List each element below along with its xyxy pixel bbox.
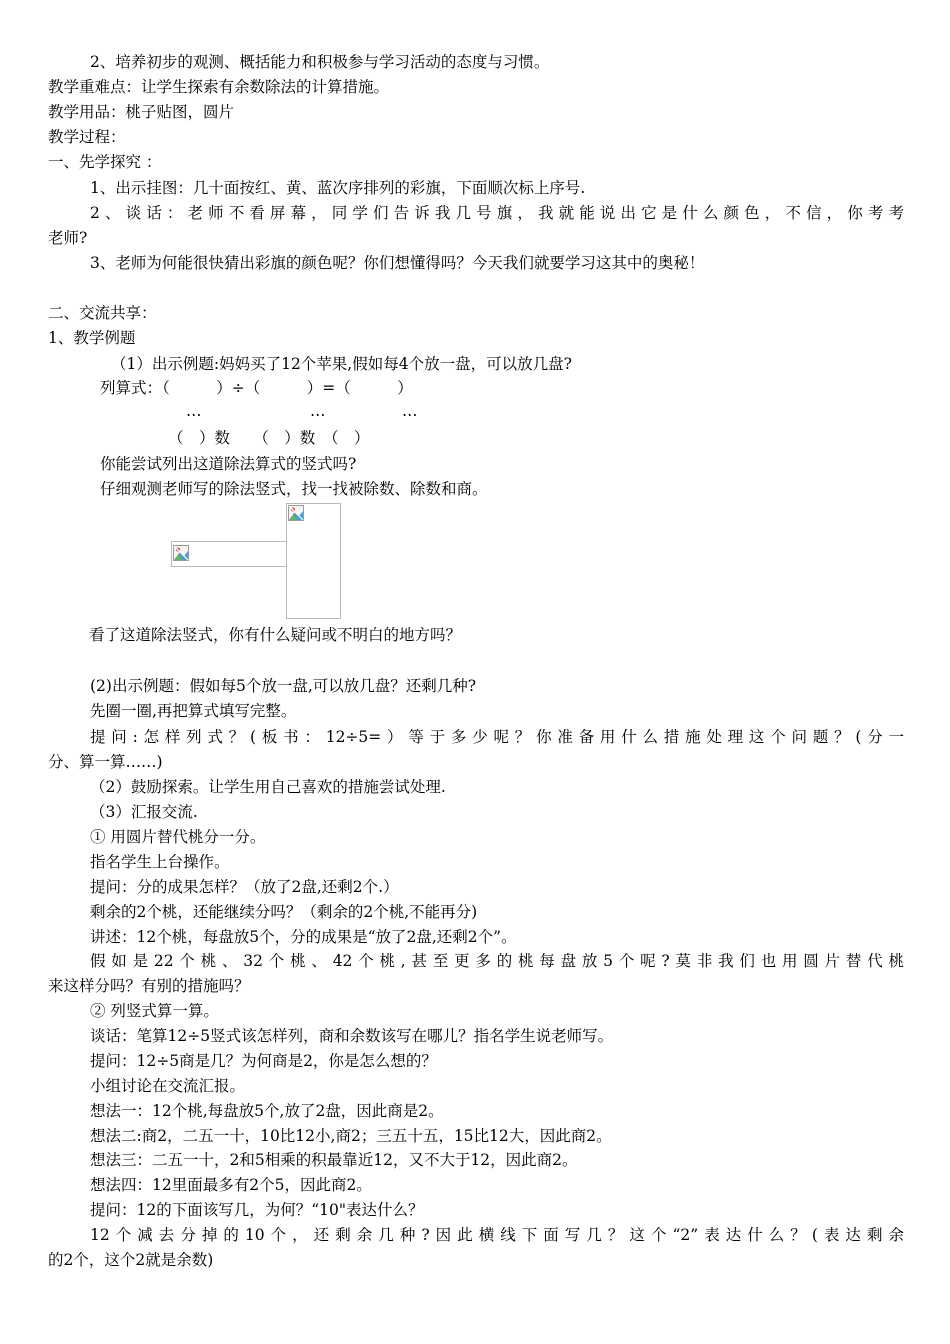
- idea-2: 想法二:商2，二五一十，10比12小,商2；三五十五，15比12大，因此商2。: [90, 1127, 612, 1145]
- vertical-form-doubts: 看了这道除法竖式，你有什么疑问或不明白的地方吗？: [89, 626, 462, 644]
- step-1-show-chart: 1、出示挂图：几十面按红、黄、蓝次序排列的彩旗，下面顺次标上序号.: [90, 179, 586, 197]
- question-remaining: 剩余的2个桃，还能继续分吗？（剩余的2个桃,不能再分): [90, 903, 478, 921]
- dots-2: …: [310, 402, 328, 420]
- question-how-to-write-line-2: 分、算一算……): [48, 753, 163, 771]
- method-2-vertical: ② 列竖式算一算。: [90, 1002, 219, 1020]
- idea-4: 想法四：12里面最多有2个5，因此商2。: [90, 1176, 372, 1194]
- equation-template: 列算式：（ ）÷（ ）=（ ）: [100, 379, 413, 397]
- remainder-explanation-line-2: 的2个，这个2就是余数): [48, 1251, 214, 1269]
- idea-1: 想法一：12个桃,每盘放5个,放了2盘，因此商是2。: [90, 1102, 444, 1120]
- broken-image-tall: [286, 503, 341, 619]
- more-peaches-line-1: 假如是22个桃、32个桃、42个桃,甚至更多的桃每盘放5个呢?莫非我们也用圆片替代桃: [90, 952, 904, 970]
- key-difficulty: 教学重难点：让学生探索有余数除法的计算措施。: [48, 78, 390, 96]
- explanation: 讲述：12个桃，每盘放5个，分的成果是“放了2盘,还剩2个”。: [90, 928, 517, 946]
- teaching-process-heading: 教学过程：: [48, 128, 126, 146]
- question-result: 提问：分的成果怎样？（放了2盘,还剩2个.）: [90, 878, 399, 896]
- section-1-heading: 一、先学探究 ：: [48, 153, 162, 171]
- group-discussion: 小组讨论在交流汇报。: [90, 1077, 246, 1095]
- circle-and-fill: 先圈一圈,再把算式填写完整。: [90, 702, 297, 720]
- example-1-problem: （1）出示例题:妈妈买了12个苹果,假如每4个放一盘，可以放几盘?: [111, 355, 572, 373]
- vertical-form-question: 你能尝试列出这道除法算式的竖式吗?: [100, 455, 357, 473]
- term-labels: （ ）数 （ ）数 （ ）: [168, 429, 370, 447]
- encourage-exploration: （2）鼓励探索。让学生用自己喜欢的措施尝试处理.: [90, 778, 446, 796]
- dots-1: …: [186, 402, 204, 420]
- student-demo: 指名学生上台操作。: [90, 853, 230, 871]
- talk-vertical-form: 谈话：笔算12÷5竖式该怎样列，商和余数该写在哪儿？指名学生说老师写。: [90, 1027, 614, 1045]
- step-3-question: 3、老师为何能很快猜出彩旗的颜色呢？你们想懂得吗？今天我们就要学习这其中的奥秘！: [90, 254, 705, 272]
- teaching-example-heading: 1、教学例题: [48, 329, 136, 347]
- step-2-talk-line-2: 老师?: [48, 229, 88, 247]
- observe-vertical-form: 仔细观测老师写的除法竖式，找一找被除数、除数和商。: [100, 480, 488, 498]
- more-peaches-line-2: 来这样分吗？有别的措施吗？: [48, 977, 250, 995]
- step-2-talk-line-1: 2、谈话：老师不看屏幕，同学们告诉我几号旗，我就能说出它是什么颜色，不信，你考考: [90, 204, 904, 222]
- dots-3: …: [402, 402, 420, 420]
- section-2-heading: 二、交流共享：: [48, 304, 157, 322]
- example-2-problem: (2)出示例题：假如每5个放一盘,可以放几盘？还剩几种?: [90, 677, 477, 695]
- broken-image-icon: [173, 545, 189, 561]
- idea-3: 想法三：二五一十，2和5相乘的积最靠近12，又不大于12，因此商2。: [90, 1151, 578, 1169]
- broken-image-wide: [171, 541, 287, 567]
- teaching-materials: 教学用品：桃子贴图，圆片: [48, 103, 235, 121]
- broken-image-icon: [288, 505, 304, 521]
- question-quotient: 提问：12÷5商是几？为何商是2，你是怎么想的？: [90, 1052, 437, 1070]
- objective-2: 2、培养初步的观测、概括能力和积极参与学习活动的态度与习惯。: [90, 53, 550, 71]
- report-exchange: （3）汇报交流.: [90, 803, 198, 821]
- question-below-12: 提问：12的下面该写几，为何？“10"表达什么？: [90, 1201, 424, 1219]
- remainder-explanation-line-1: 12个减去分掉的10个，还剩余几种?因此横线下面写几？这个“2”表达什么？(表达剩余: [90, 1226, 904, 1244]
- method-1-circles: ① 用圆片替代桃分一分。: [90, 828, 266, 846]
- question-how-to-write-line-1: 提问:怎样列式？(板书：12÷5=）等于多少呢？你准备用什么措施处理这个问题？(分一: [90, 728, 904, 746]
